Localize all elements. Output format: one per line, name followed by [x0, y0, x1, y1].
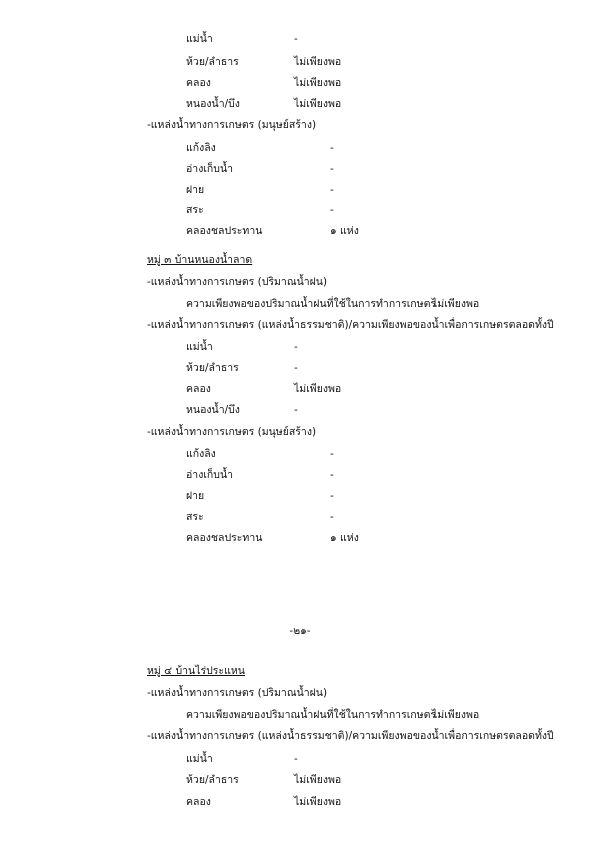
item-value: ๑ แห่ง	[330, 225, 359, 237]
rain-sufficiency-text: ความเพียงพอของปริมาณน้ำฝนที่ใช้ในการทำการเกษตร	[186, 298, 437, 310]
item-value: -	[330, 204, 334, 216]
item-label: สระ	[186, 204, 204, 216]
item-value: -	[330, 142, 334, 154]
village-title: หมู่ ๓ บ้านหนองน้ำลาด	[147, 254, 253, 266]
item-value: -	[294, 404, 298, 416]
village-title: หมู่ ๔ บ้านไร่ประแหน	[147, 665, 245, 677]
item-label: หนองน้ำ/บึง	[186, 404, 240, 416]
item-value: -	[330, 163, 334, 175]
item-label: ห้วย/ลำธาร	[186, 56, 239, 68]
item-label: คลองชลประทาน	[186, 532, 263, 544]
item-value: -	[330, 469, 334, 481]
item-label: แก้งลิง	[186, 448, 216, 460]
item-value: -	[294, 753, 298, 765]
item-value: -	[330, 490, 334, 502]
rain-sufficiency-text: ความเพียงพอของปริมาณน้ำฝนที่ใช้ในการทำการเกษตร	[186, 709, 437, 721]
item-value: -	[294, 362, 298, 374]
item-label: อ่างเก็บน้ำ	[186, 469, 234, 481]
item-label: คลอง	[186, 383, 211, 395]
item-value: -	[330, 184, 334, 196]
item-value: ไม่เพียงพอ	[294, 383, 342, 395]
item-value: -	[330, 448, 334, 460]
item-value: ๑ แห่ง	[330, 532, 359, 544]
section-heading: -แหล่งน้ำทางการเกษตร (ปริมาณน้ำฝน)	[147, 687, 328, 699]
item-value: ไม่เพียงพอ	[294, 98, 342, 110]
item-label: ห้วย/ลำธาร	[186, 362, 239, 374]
item-value: ไม่เพียงพอ	[294, 796, 342, 808]
item-value: -	[330, 511, 334, 523]
section-heading: -แหล่งน้ำทางการเกษตร (ปริมาณน้ำฝน)	[147, 276, 328, 288]
item-label: หนองน้ำ/บึง	[186, 98, 240, 110]
item-label: แก้งลิง	[186, 142, 216, 154]
item-label: ห้วย/ลำธาร	[186, 774, 239, 786]
item-label: ฝาย	[186, 490, 205, 502]
rain-sufficiency-value: ไม่เพียงพอ	[432, 298, 480, 310]
item-label: อ่างเก็บน้ำ	[186, 163, 234, 175]
item-label: คลอง	[186, 796, 211, 808]
section-heading: -แหล่งน้ำทางการเกษตร (มนุษย์สร้าง)	[147, 119, 317, 131]
item-label: แม่น้ำ	[186, 753, 213, 765]
item-label: คลอง	[186, 77, 211, 89]
item-label: ฝาย	[186, 184, 205, 196]
section-heading: -แหล่งน้ำทางการเกษตร (แหล่งน้ำธรรมชาติ)/ความเพียงพอของน้ำเพื่อการเกษตรตลอดทั้งปี	[147, 730, 554, 742]
rain-sufficiency-value: ไม่เพียงพอ	[432, 709, 480, 721]
item-label: แม่น้ำ	[186, 33, 213, 45]
item-label: สระ	[186, 511, 204, 523]
item-value: ไม่เพียงพอ	[294, 56, 342, 68]
item-label: แม่น้ำ	[186, 341, 213, 353]
item-value: ไม่เพียงพอ	[294, 77, 342, 89]
section-heading: -แหล่งน้ำทางการเกษตร (แหล่งน้ำธรรมชาติ)/ความเพียงพอของน้ำเพื่อการเกษตรตลอดทั้งปี	[147, 319, 554, 331]
section-heading: -แหล่งน้ำทางการเกษตร (มนุษย์สร้าง)	[147, 426, 317, 438]
item-value: ไม่เพียงพอ	[294, 774, 342, 786]
item-value: -	[294, 341, 298, 353]
item-label: คลองชลประทาน	[186, 225, 263, 237]
item-value: -	[294, 33, 298, 45]
page-number: -๒๑-	[289, 625, 311, 637]
